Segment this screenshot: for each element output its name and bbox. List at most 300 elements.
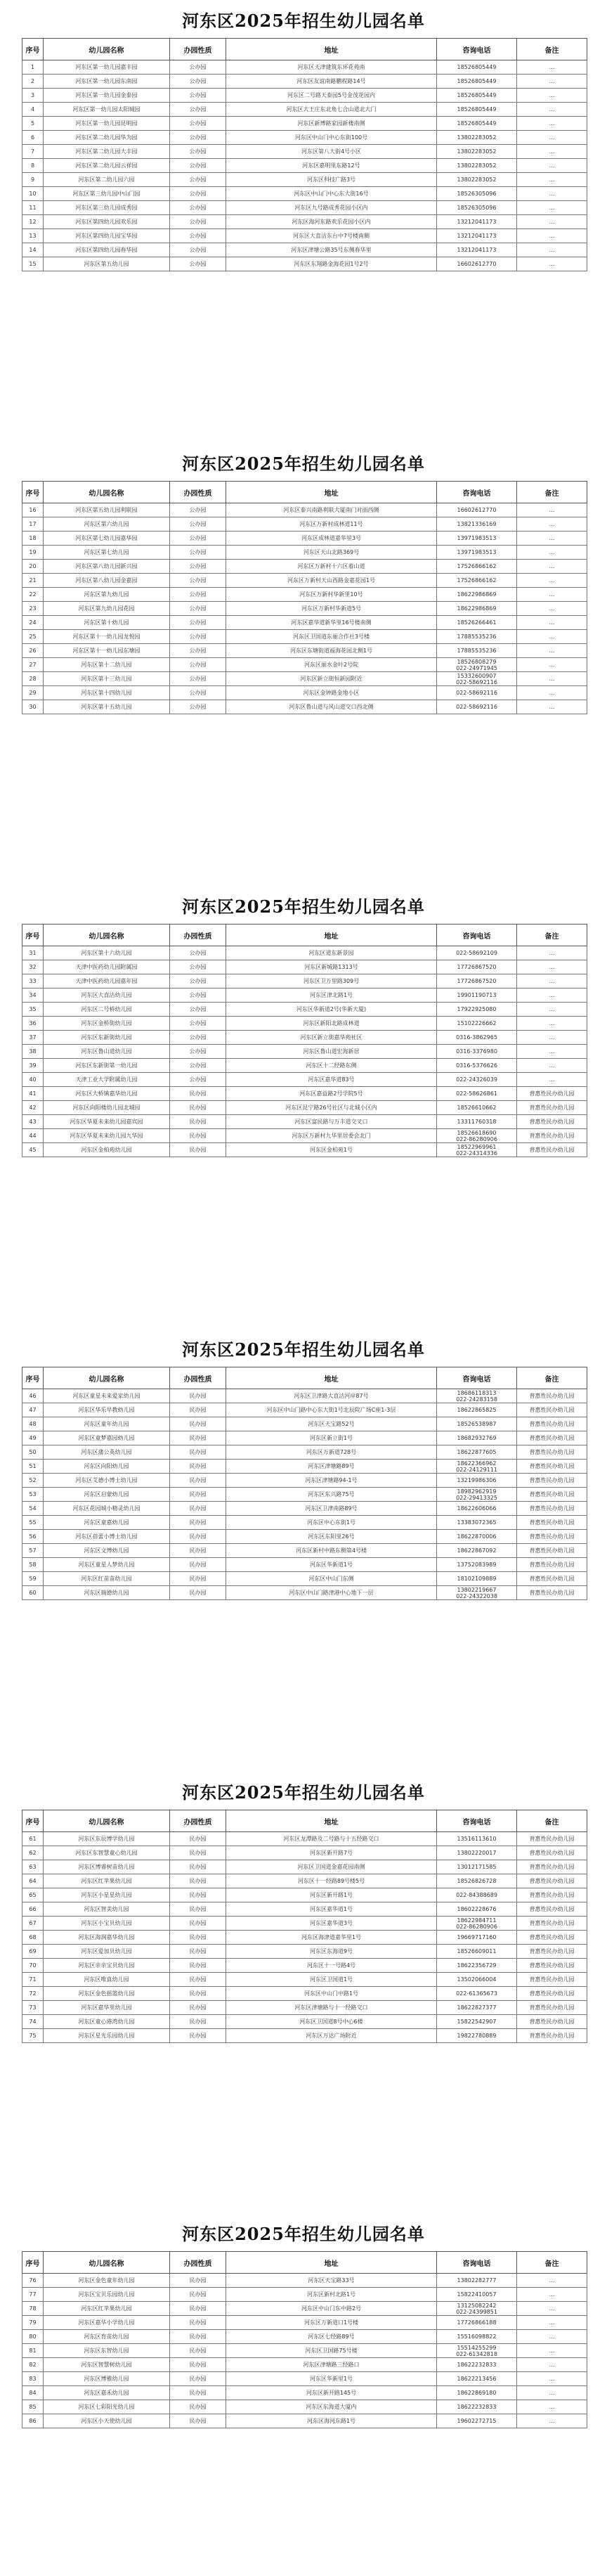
cell-name: 河东区蒲公英幼儿园 <box>44 1445 170 1460</box>
cell-address: 河东区龙潭路及二号路与十五经路交口 <box>226 1832 437 1846</box>
table-row <box>22 1586 587 1600</box>
table-row <box>22 644 587 658</box>
cell-address: 河东区大直沽东台中7号楼南侧 <box>226 229 437 243</box>
cell-note: … <box>517 1031 587 1045</box>
header-type: 办园性质 <box>170 2252 226 2274</box>
table-row <box>22 1488 587 1502</box>
cell-name: 河东区红苗苗幼儿园 <box>44 1572 170 1586</box>
cell-no: 72 <box>22 1987 44 2001</box>
cell-address: 河东区卫国路75号楼 <box>226 2344 437 2358</box>
cell-no: 29 <box>22 686 44 700</box>
table-row <box>22 1101 587 1115</box>
cell-address: 河东区第八大街4号小区 <box>226 145 437 159</box>
cell-phone: 022-58692109 <box>437 946 517 960</box>
cell-note: … <box>517 2274 587 2288</box>
cell-name: 河东区红苹果幼儿园 <box>44 2302 170 2316</box>
cell-type: 民办园 <box>170 2330 226 2344</box>
cell-type: 民办园 <box>170 2015 226 2029</box>
cell-address: 河东区海河东路1号 <box>226 2414 437 2428</box>
cell-note: … <box>517 145 587 159</box>
cell-name: 天津中医药幼儿园嘉年园 <box>44 974 170 988</box>
cell-name: 河东区大直沽幼儿园 <box>44 988 170 1003</box>
cell-note: … <box>517 243 587 257</box>
cell-address: 河东区嘉华道新华里16号楼南侧 <box>226 616 437 630</box>
cell-phone: 17885535236 <box>437 630 517 644</box>
cell-type: 公办园 <box>170 131 226 145</box>
cell-no: 35 <box>22 1003 44 1017</box>
header-type: 办园性质 <box>170 39 226 60</box>
cell-name: 河东区第十六幼儿园 <box>44 946 170 960</box>
cell-phone: 18622356729 <box>437 1959 517 1973</box>
cell-phone: 13971983513 <box>437 546 517 560</box>
cell-type: 民办园 <box>170 1846 226 1860</box>
cell-phone: 18602228676 <box>437 1902 517 1917</box>
cell-no: 69 <box>22 1945 44 1959</box>
cell-name: 河东区东新街第一幼儿园 <box>44 1059 170 1073</box>
cell-address: 河东区东兴路75号 <box>226 1488 437 1502</box>
cell-no: 78 <box>22 2302 44 2316</box>
table-row <box>22 616 587 630</box>
cell-note: … <box>517 546 587 560</box>
cell-name: 河东区第十二幼儿园 <box>44 658 170 672</box>
cell-name: 河东区启蒙幼儿园 <box>44 1488 170 1502</box>
table-row <box>22 1474 587 1488</box>
cell-name: 河东区第七幼儿园嘉华园 <box>44 532 170 546</box>
cell-phone: 022-24326039 <box>437 1073 517 1087</box>
cell-no: 86 <box>22 2414 44 2428</box>
cell-no: 24 <box>22 616 44 630</box>
kindergarten-table <box>22 1367 587 1600</box>
cell-note: … <box>517 503 587 517</box>
cell-phone: 13212041173 <box>437 243 517 257</box>
cell-note: … <box>517 187 587 201</box>
cell-phone: 15822410057 <box>437 2288 517 2302</box>
cell-no: 68 <box>22 1931 44 1945</box>
page-section <box>0 7 607 267</box>
cell-address: 河东区嘉明里东路12号 <box>226 159 437 173</box>
header-no: 序号 <box>22 482 44 503</box>
cell-name: 河东区嘉华里幼儿园 <box>44 2001 170 2015</box>
cell-note: 普惠性民办幼儿园 <box>517 1502 587 1516</box>
cell-type: 民办园 <box>170 1087 226 1101</box>
cell-no: 32 <box>22 960 44 974</box>
page-section <box>0 2220 607 2424</box>
cell-no: 21 <box>22 574 44 588</box>
cell-address: 河东区新开路1号 <box>226 1888 437 1902</box>
table-row <box>22 1431 587 1445</box>
table-row <box>22 1389 587 1403</box>
cell-phone: 18526805449 <box>437 75 517 89</box>
cell-no: 8 <box>22 159 44 173</box>
cell-no: 46 <box>22 1389 44 1403</box>
cell-phone: 17922925080 <box>437 1003 517 1017</box>
cell-name: 河东区童星人梦幼儿园 <box>44 1558 170 1572</box>
cell-address: 河东区新村中路东侧第4号楼 <box>226 1544 437 1558</box>
cell-type: 民办园 <box>170 1586 226 1600</box>
cell-address: 河东区卫国道东丽合作社3号楼 <box>226 630 437 644</box>
cell-no: 64 <box>22 1874 44 1888</box>
cell-phone: 18622984711 022-86280906 <box>437 1917 517 1931</box>
header-name: 幼儿园名称 <box>44 1810 170 1832</box>
cell-note: 普惠性民办幼儿园 <box>517 1544 587 1558</box>
cell-address: 河东区中山门路津港中心地下一层 <box>226 1586 437 1600</box>
cell-address: 河东区海河东路欢乐花园小区内 <box>226 215 437 229</box>
cell-phone: 18526266461 <box>437 616 517 630</box>
header-note: 备注 <box>517 925 587 946</box>
cell-address: 河东区卫国道8号中心6楼 <box>226 2015 437 2029</box>
cell-phone: 18526805449 <box>437 89 517 103</box>
cell-note: 普惠性民办幼儿园 <box>517 1101 587 1115</box>
cell-phone: 18526305096 <box>437 187 517 201</box>
cell-note: … <box>517 2372 587 2386</box>
table-row <box>22 1417 587 1431</box>
cell-type: 公办园 <box>170 517 226 532</box>
cell-name: 河东区第十五幼儿园 <box>44 700 170 714</box>
cell-address: 河东区万新道口1号楼 <box>226 2316 437 2330</box>
cell-address: 河东区友谊南路鹏程路14号 <box>226 75 437 89</box>
cell-phone: 18522969961 022-24314336 <box>437 1143 517 1157</box>
cell-type: 公办园 <box>170 588 226 602</box>
cell-no: 67 <box>22 1917 44 1931</box>
cell-no: 57 <box>22 1544 44 1558</box>
table-row <box>22 2001 587 2015</box>
cell-note: … <box>517 103 587 117</box>
cell-phone: 18982962919 022-29413325 <box>437 1488 517 1502</box>
cell-address: 河东区十一号路4号 <box>226 1959 437 1973</box>
cell-no: 55 <box>22 1516 44 1530</box>
table-header-row <box>22 482 587 503</box>
cell-no: 56 <box>22 1530 44 1544</box>
kindergarten-table <box>22 38 587 271</box>
cell-address: 河东区万新村天山西路金嘉花园1号 <box>226 574 437 588</box>
cell-phone: 13012171585 <box>437 1860 517 1874</box>
cell-phone: 15516098822 <box>437 2330 517 2344</box>
cell-note: 普惠性民办幼儿园 <box>517 1115 587 1129</box>
cell-no: 5 <box>22 117 44 131</box>
table-row <box>22 1572 587 1586</box>
kindergarten-table <box>22 481 587 714</box>
table-row <box>22 89 587 103</box>
cell-type: 公办园 <box>170 974 226 988</box>
table-row <box>22 1045 587 1059</box>
cell-type: 民办园 <box>170 1917 226 1931</box>
cell-type: 公办园 <box>170 1031 226 1045</box>
table-row <box>22 257 587 271</box>
cell-note: … <box>517 1003 587 1017</box>
cell-name: 天津中医药幼儿园附属园 <box>44 960 170 974</box>
cell-no: 39 <box>22 1059 44 1073</box>
table-row <box>22 988 587 1003</box>
cell-type: 公办园 <box>170 117 226 131</box>
cell-address: 河东区卫国道金嘉花园南侧 <box>226 1860 437 1874</box>
cell-note: 普惠性民办幼儿园 <box>517 1572 587 1586</box>
cell-name: 河东区金色童年幼儿园 <box>44 2274 170 2288</box>
section-title: 河东区2025年招生幼儿园名单 <box>182 896 425 917</box>
cell-note: … <box>517 2316 587 2330</box>
cell-name: 河东区星光乐园幼儿园 <box>44 2029 170 2043</box>
table-row <box>22 145 587 159</box>
table-row <box>22 1087 587 1101</box>
cell-name: 河东区向阳幼儿园 <box>44 1460 170 1474</box>
cell-phone: 17726867520 <box>437 974 517 988</box>
cell-name: 河东区华乐早教幼儿园 <box>44 1403 170 1417</box>
cell-type: 公办园 <box>170 503 226 517</box>
cell-note: … <box>517 588 587 602</box>
table-row <box>22 1888 587 1902</box>
cell-address: 河东区东海道9号 <box>226 1945 437 1959</box>
cell-no: 18 <box>22 532 44 546</box>
table-row <box>22 1860 587 1874</box>
cell-address: 河东区新立街嘉华苑社区 <box>226 1031 437 1045</box>
cell-phone: 13752083989 <box>437 1558 517 1572</box>
cell-note: 普惠性民办幼儿园 <box>517 1931 587 1945</box>
cell-address: 河东区中心东街1号 <box>226 1516 437 1530</box>
cell-note: 普惠性民办幼儿园 <box>517 1474 587 1488</box>
cell-note: … <box>517 574 587 588</box>
cell-phone: 18622366962 022-24129111 <box>437 1460 517 1474</box>
cell-address: 河东区中山门中心东街100号 <box>226 131 437 145</box>
cell-name: 河东区花园城小精灵幼儿园 <box>44 1502 170 1516</box>
cell-no: 59 <box>22 1572 44 1586</box>
cell-phone: 18622869180 <box>437 2386 517 2400</box>
cell-no: 28 <box>22 672 44 686</box>
cell-no: 16 <box>22 503 44 517</box>
cell-note: … <box>517 229 587 243</box>
table-row <box>22 2330 587 2344</box>
cell-name: 河东区红苹果幼儿园 <box>44 1874 170 1888</box>
cell-type: 民办园 <box>170 1832 226 1846</box>
cell-address: 河东区中山门中路1号 <box>226 1987 437 2001</box>
table-row <box>22 2274 587 2288</box>
cell-address: 河东区卫津南路89号 <box>226 1502 437 1516</box>
table-row <box>22 1017 587 1031</box>
cell-note: … <box>517 960 587 974</box>
header-name: 幼儿园名称 <box>44 925 170 946</box>
cell-note: … <box>517 75 587 89</box>
cell-phone: 13212041173 <box>437 229 517 243</box>
cell-address: 河东区嘉华道3号 <box>226 1917 437 1931</box>
cell-no: 2 <box>22 75 44 89</box>
cell-name: 河东区第一幼儿园太阳城园 <box>44 103 170 117</box>
cell-phone: 18622865825 <box>437 1403 517 1417</box>
cell-type: 民办园 <box>170 2414 226 2428</box>
table-row <box>22 1129 587 1143</box>
cell-phone: 17726867520 <box>437 960 517 974</box>
cell-address: 河东区嘉益路2号学院5号 <box>226 1087 437 1101</box>
cell-type: 公办园 <box>170 1003 226 1017</box>
cell-no: 42 <box>22 1101 44 1115</box>
table-row <box>22 2302 587 2316</box>
cell-address: 河东区华新道1号 <box>226 1558 437 1572</box>
cell-phone: 13311760318 <box>437 1115 517 1129</box>
header-address: 地址 <box>226 1810 437 1832</box>
cell-no: 80 <box>22 2330 44 2344</box>
cell-phone: 022-84388689 <box>437 1888 517 1902</box>
cell-phone: 19822780889 <box>437 2029 517 2043</box>
cell-name: 河东区第三幼儿园成秀园 <box>44 201 170 215</box>
cell-note: 普惠性民办幼儿园 <box>517 1846 587 1860</box>
cell-type: 公办园 <box>170 215 226 229</box>
cell-address: 河东区新立街恒新园附近 <box>226 672 437 686</box>
cell-phone: 18622606066 <box>437 1502 517 1516</box>
cell-phone: 13219986306 <box>437 1474 517 1488</box>
cell-phone: 17526866162 <box>437 560 517 574</box>
cell-no: 84 <box>22 2386 44 2400</box>
cell-type: 公办园 <box>170 60 226 75</box>
cell-note: … <box>517 215 587 229</box>
cell-type: 民办园 <box>170 2400 226 2414</box>
section-title: 河东区2025年招生幼儿园名单 <box>182 2224 425 2244</box>
header-address: 地址 <box>226 2252 437 2274</box>
cell-address: 河东区万新道728号 <box>226 1445 437 1460</box>
cell-type: 民办园 <box>170 1902 226 1917</box>
cell-no: 22 <box>22 588 44 602</box>
cell-note: 普惠性民办幼儿园 <box>517 1973 587 1987</box>
table-row <box>22 103 587 117</box>
cell-type: 民办园 <box>170 1945 226 1959</box>
cell-no: 1 <box>22 60 44 75</box>
cell-phone: 13802283052 <box>437 131 517 145</box>
table-row <box>22 1031 587 1045</box>
table-row <box>22 2414 587 2428</box>
header-note: 备注 <box>517 39 587 60</box>
cell-no: 26 <box>22 644 44 658</box>
cell-name: 河东区海润嘉华幼儿园 <box>44 1931 170 1945</box>
cell-type: 公办园 <box>170 658 226 672</box>
cell-note: 普惠性民办幼儿园 <box>517 2015 587 2029</box>
cell-no: 53 <box>22 1488 44 1502</box>
cell-name: 河东区金桥街幼儿园 <box>44 1017 170 1031</box>
cell-name: 河东区第一幼儿园嘉丰园 <box>44 60 170 75</box>
cell-type: 公办园 <box>170 145 226 159</box>
table-header-row <box>22 1810 587 1832</box>
cell-address: 河东区新开路145号 <box>226 2386 437 2400</box>
cell-name: 河东区第二幼儿园大丰园 <box>44 145 170 159</box>
cell-type: 公办园 <box>170 187 226 201</box>
header-address: 地址 <box>226 1367 437 1389</box>
table-row <box>22 1445 587 1460</box>
cell-phone: 13802220017 <box>437 1846 517 1860</box>
table-row <box>22 532 587 546</box>
cell-name: 河东区金柏苑幼儿园 <box>44 1143 170 1157</box>
cell-type: 民办园 <box>170 1516 226 1530</box>
cell-type: 民办园 <box>170 1417 226 1431</box>
table-row <box>22 2358 587 2372</box>
table-row <box>22 630 587 644</box>
table-row <box>22 2344 587 2358</box>
cell-name: 天津工业大学附属幼儿园 <box>44 1073 170 1087</box>
header-no: 序号 <box>22 925 44 946</box>
cell-type: 公办园 <box>170 546 226 560</box>
cell-phone: 022-58692116 <box>437 686 517 700</box>
cell-type: 民办园 <box>170 1973 226 1987</box>
cell-phone: 13212041173 <box>437 215 517 229</box>
cell-name: 河东区第九幼儿园 <box>44 588 170 602</box>
cell-address: 河东区七经路89号 <box>226 2330 437 2344</box>
cell-phone: 15332600907 022-58692116 <box>437 672 517 686</box>
cell-name: 河东区小天使幼儿园 <box>44 2414 170 2428</box>
cell-name: 河东区第二幼儿园六园 <box>44 173 170 187</box>
cell-note: 普惠性民办幼儿园 <box>517 1488 587 1502</box>
table-row <box>22 1917 587 1931</box>
cell-note: … <box>517 2400 587 2414</box>
cell-phone: 16602612770 <box>437 503 517 517</box>
cell-name: 河东区爱加贝幼儿园 <box>44 1945 170 1959</box>
header-type: 办园性质 <box>170 482 226 503</box>
cell-name: 河东区智美幼儿园 <box>44 1902 170 1917</box>
cell-address: 河东区中山门东中路2号 <box>226 2302 437 2316</box>
cell-no: 9 <box>22 173 44 187</box>
cell-type: 公办园 <box>170 1059 226 1073</box>
cell-note: … <box>517 686 587 700</box>
header-phone: 咨询电话 <box>437 1810 517 1832</box>
cell-no: 6 <box>22 131 44 145</box>
kindergarten-table <box>22 1810 587 2043</box>
cell-name: 河东区第二幼儿园云祥园 <box>44 159 170 173</box>
cell-type: 民办园 <box>170 1530 226 1544</box>
cell-note: … <box>517 602 587 616</box>
cell-name: 河东区华夏未来幼儿园九华园 <box>44 1129 170 1143</box>
cell-phone: 13125082242 022-24399851 <box>437 2302 517 2316</box>
table-row <box>22 173 587 187</box>
cell-no: 15 <box>22 257 44 271</box>
header-note: 备注 <box>517 1367 587 1389</box>
cell-address: 河东区昆宁路26号社区与北城小区内 <box>226 1101 437 1115</box>
table-header-row <box>22 2252 587 2274</box>
table-row <box>22 243 587 257</box>
cell-type: 公办园 <box>170 630 226 644</box>
cell-address: 河东区万新村华新道5号 <box>226 602 437 616</box>
kindergarten-table <box>22 2251 587 2428</box>
cell-address: 河东区金柏苑1号 <box>226 1143 437 1157</box>
cell-no: 81 <box>22 2344 44 2358</box>
cell-name: 河东区第八幼儿园金嘉园 <box>44 574 170 588</box>
cell-name: 河东区童年幼儿园 <box>44 1417 170 1431</box>
cell-address: 河东区万新村华新里10号 <box>226 588 437 602</box>
cell-no: 27 <box>22 658 44 672</box>
cell-type: 公办园 <box>170 1045 226 1059</box>
cell-address: 河东区新村北路1号 <box>226 2288 437 2302</box>
cell-type: 民办园 <box>170 1474 226 1488</box>
table-row <box>22 546 587 560</box>
cell-note: … <box>517 974 587 988</box>
cell-no: 23 <box>22 602 44 616</box>
cell-phone: 18526610662 <box>437 1101 517 1115</box>
header-type: 办园性质 <box>170 925 226 946</box>
header-no: 序号 <box>22 39 44 60</box>
cell-address: 河东区华新道2号(华新大厦) <box>226 1003 437 1017</box>
cell-no: 71 <box>22 1973 44 1987</box>
cell-address: 河东区津塘公路35号东侧春华里 <box>226 243 437 257</box>
cell-no: 10 <box>22 187 44 201</box>
cell-note: 普惠性民办幼儿园 <box>517 1558 587 1572</box>
table-row <box>22 2400 587 2414</box>
cell-note: … <box>517 616 587 630</box>
cell-name: 河东区嘉禾幼儿园 <box>44 2386 170 2400</box>
cell-address: 河东区新立街1号 <box>226 1431 437 1445</box>
cell-address: 河东区十二经路东侧 <box>226 1059 437 1073</box>
cell-no: 62 <box>22 1846 44 1860</box>
header-note: 备注 <box>517 1810 587 1832</box>
cell-type: 民办园 <box>170 2358 226 2372</box>
cell-phone: 18622986869 <box>437 588 517 602</box>
cell-name: 河东区艾德小博士幼儿园 <box>44 1474 170 1488</box>
cell-note: … <box>517 2358 587 2372</box>
cell-address: 河东区万新村成林道11号 <box>226 517 437 532</box>
cell-no: 38 <box>22 1045 44 1059</box>
cell-type: 公办园 <box>170 574 226 588</box>
cell-address: 河东区津塘路三经路口 <box>226 2358 437 2372</box>
